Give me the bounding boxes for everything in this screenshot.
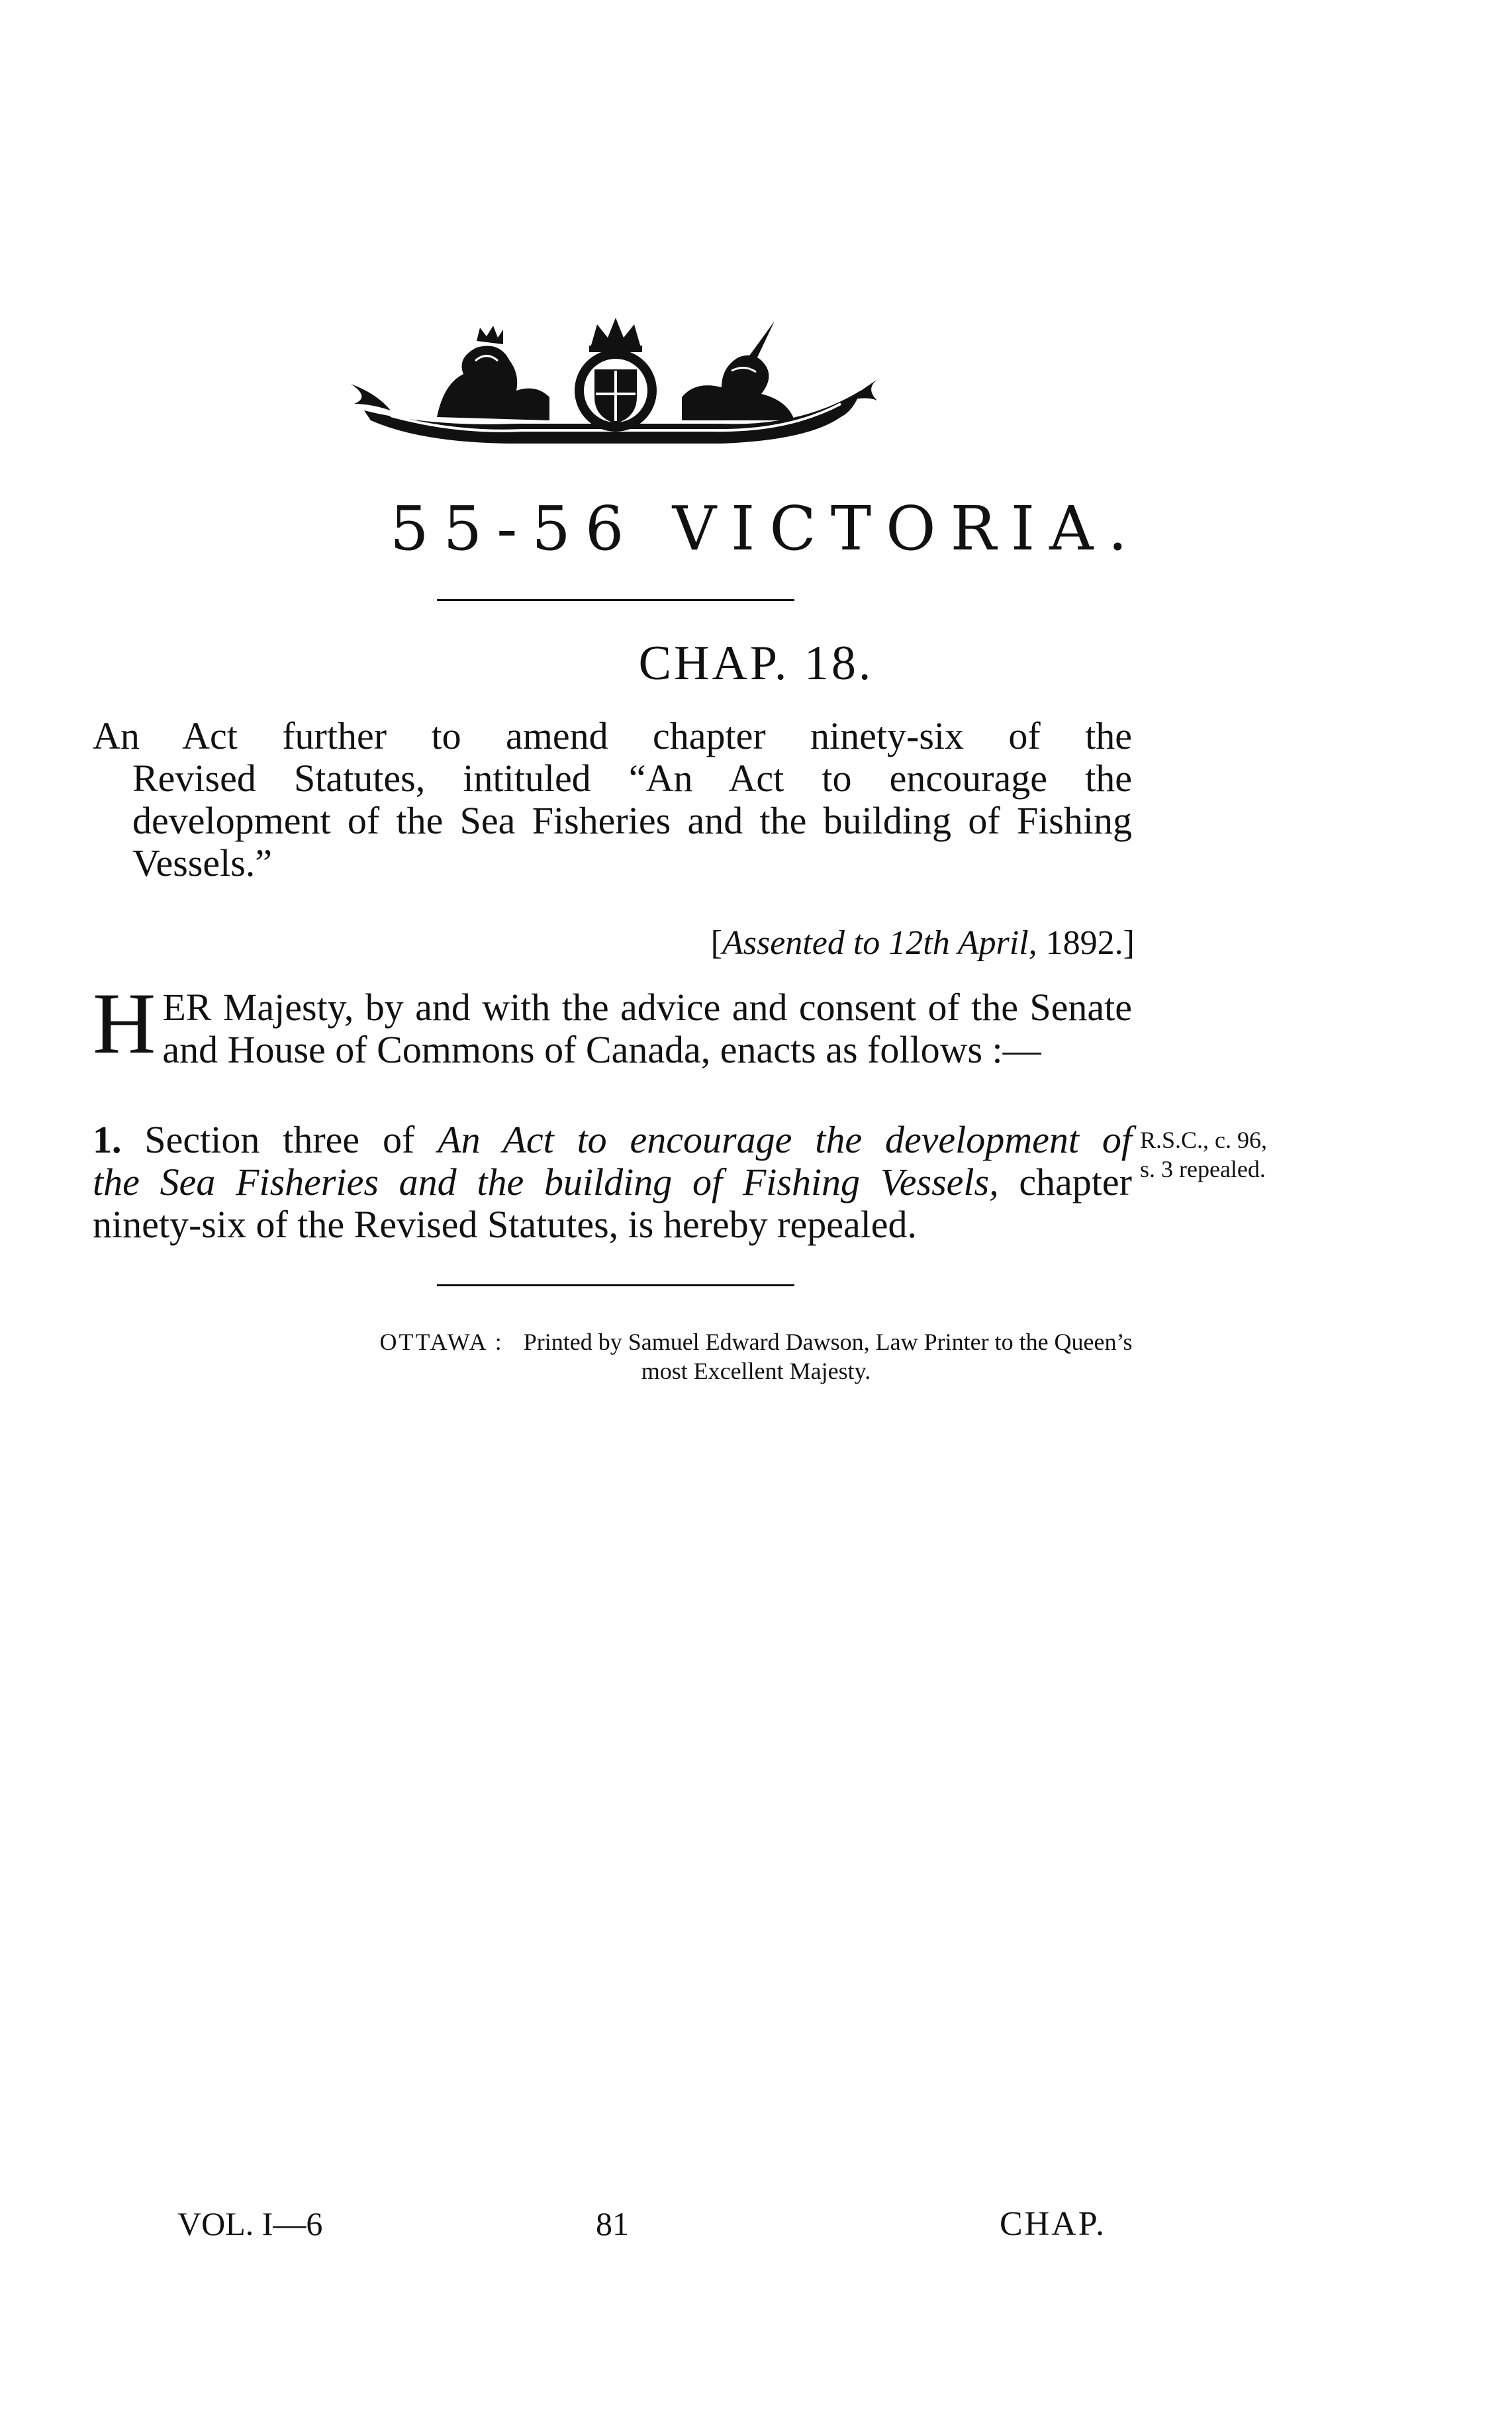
section-number: 1.: [93, 1118, 122, 1161]
marginal-note-line2: s. 3 repealed.: [1140, 1156, 1266, 1182]
imprint-line2: most Excellent Majesty.: [641, 1358, 871, 1384]
regnal-year-heading: 55-56 VICTORIA.: [390, 493, 1142, 564]
assent-year: 1892.]: [1037, 924, 1135, 962]
act-title-continuation: Revised Statutes, intituled “An Act to encourage the development of the Sea Fisheries and the building of Fishing Vessels.”: [132, 757, 1132, 884]
page-number: 81: [596, 2205, 629, 2242]
enacting-clause: [93, 974, 1132, 1072]
act-title-first-line: An Act further to amend chapter ninety-six of the: [93, 714, 1132, 757]
section-chapter-word: chapter: [998, 1160, 1132, 1204]
catchword: CHAP.: [1000, 2205, 1106, 2243]
drop-capital: H: [93, 974, 156, 1072]
section-1: [93, 1119, 1132, 1246]
printer-imprint: [0, 1327, 1512, 1386]
divider-rule: [437, 599, 794, 601]
enacting-text: ER Majesty, by and with the advice and consent of the Senate and House of Commons of Canada, enacts as follows :—: [162, 986, 1132, 1071]
assent-text: Assented to 12th April,: [722, 924, 1037, 962]
chapter-heading: CHAP. 18.: [638, 636, 874, 690]
assent-date: [711, 923, 1135, 963]
act-title-italic-1: An Act to encourage the development of: [438, 1118, 1133, 1161]
section-final-line: ninety-six of the Revised Statutes, is hereby repealed.: [93, 1203, 918, 1246]
signature-mark: VOL. I—6: [177, 2205, 323, 2242]
act-title-italic-2: the Sea Fisheries and the building of Fishing Vessels,: [93, 1160, 999, 1204]
act-long-title: [93, 715, 1132, 884]
marginal-note: [1140, 1125, 1339, 1184]
imprint-line1: Printed by Samuel Edward Dawson, Law Printer to the Queen’s: [523, 1329, 1133, 1355]
assent-bracket: [: [710, 924, 722, 962]
marginal-note-line1: R.S.C., c. 96,: [1140, 1127, 1268, 1153]
divider-rule-2: [437, 1284, 794, 1286]
imprint-place: OTTAWA :: [379, 1329, 504, 1355]
royal-coat-of-arms-icon: [351, 311, 880, 463]
section-intro: Section three of: [121, 1118, 438, 1161]
